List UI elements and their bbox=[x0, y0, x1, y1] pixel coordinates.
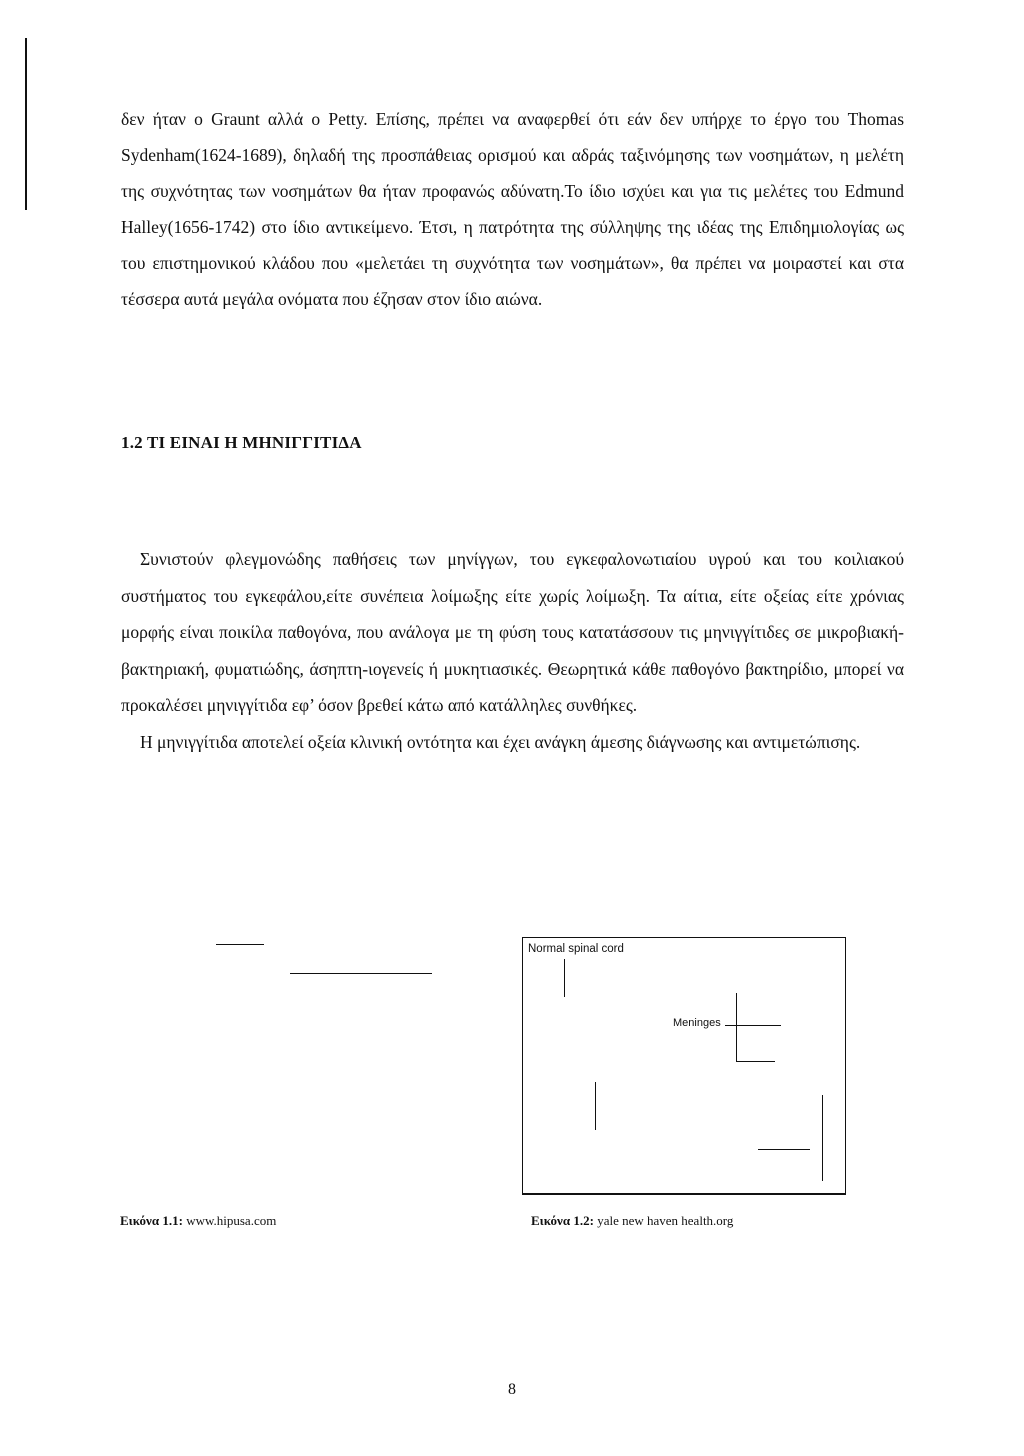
figure-1-2-line bbox=[564, 959, 565, 997]
caption-figure-1-1-label: Εικόνα 1.1: bbox=[120, 1213, 183, 1228]
caption-figure-1-1-source: www.hipusa.com bbox=[186, 1213, 277, 1228]
figure-1-2-bracket bbox=[736, 993, 775, 1062]
section-paragraph-1: Συνιστούν φλεγμονώδης παθήσεις των μηνίγγων, του εγκεφαλονωτιαίου υγρού και του κοιλιακού συστήματος του εγκεφάλου,είτε συνέπεια λοίμωξης είτε χωρίς λοίμωξη. Τα αίτια, είτε οξείας είτε χρόνιας μορφής είναι ποικίλα παθογόνα, που ανάλογα με τη φύση τους κατατάσσουν τις μηνιγγίτιδες σε μικροβιακή-βακτηριακή, φυματιώδης, άσηπτη-ιογενείς ή μυκητιασικές. Θεωρητικά κάθε παθογόνο βακτηρίδιο, μπορεί να προκαλέσει μηνιγγίτιδα εφ’ όσον βρεθεί κάτω από κατάλληλες συνθήκες. bbox=[121, 549, 904, 715]
caption-figure-1-2-source: yale new haven health.org bbox=[597, 1213, 734, 1228]
figure-1-2 bbox=[522, 937, 846, 1195]
figure-1-2-bottom-rule bbox=[522, 1193, 846, 1195]
figure-label-meninges: Meninges bbox=[673, 1017, 721, 1029]
figure-1-2-pointer-line bbox=[725, 1025, 781, 1026]
caption-figure-1-2-label: Εικόνα 1.2: bbox=[531, 1213, 594, 1228]
figure-1-2-line bbox=[822, 1095, 823, 1181]
caption-figure-1-1 bbox=[120, 1213, 276, 1229]
figure-1-1-stroke bbox=[216, 944, 264, 945]
margin-rule bbox=[25, 38, 27, 210]
section-heading: 1.2 ΤΙ ΕΙΝΑΙ Η ΜΗΝΙΓΓΙΤΙΔΑ bbox=[121, 433, 362, 452]
page-number: 8 bbox=[508, 1381, 516, 1398]
intro-paragraph: δεν ήταν ο Graunt αλλά ο Petty. Επίσης, πρέπει να αναφερθεί ότι εάν δεν υπήρχε το έργο του Thomas Sydenham(1624-1689), δηλαδή της προσπάθειας ορισμού και αδράς ταξινόμησης των νοσημάτων, η μελέτη της συχνότητας των νοσημάτων θα ήταν προφανώς αδύνατη.Το ίδιο ισχύει και για τις μελέτες του Edmund Halley(1656-1742) στο ίδιο αντικείμενο. Έτσι, η πατρότητα της σύλληψης της ιδέας της Επιδημιολογίας ως του επιστημονικού κλάδου που «μελετάει τη συχνότητα των νοσημάτων», θα πρέπει να μοιραστεί και στα τέσσερα αυτά μεγάλα ονόματα που έζησαν στον ίδιο αιώνα. bbox=[121, 109, 904, 309]
figure-label-normal-spinal-cord: Normal spinal cord bbox=[528, 943, 624, 955]
section-paragraph-2: Η μηνιγγίτιδα αποτελεί οξεία κλινική οντότητα και έχει ανάγκη άμεσης διάγνωσης και αντιμετώπισης. bbox=[140, 731, 861, 752]
section-body bbox=[121, 541, 904, 760]
figure-1-2-line bbox=[595, 1082, 596, 1130]
figure-1-2-line bbox=[758, 1149, 810, 1150]
figure-1-2-frame bbox=[522, 937, 846, 1194]
caption-figure-1-2 bbox=[531, 1213, 733, 1229]
figure-1-1 bbox=[205, 940, 435, 980]
figure-1-1-stroke bbox=[290, 973, 432, 974]
